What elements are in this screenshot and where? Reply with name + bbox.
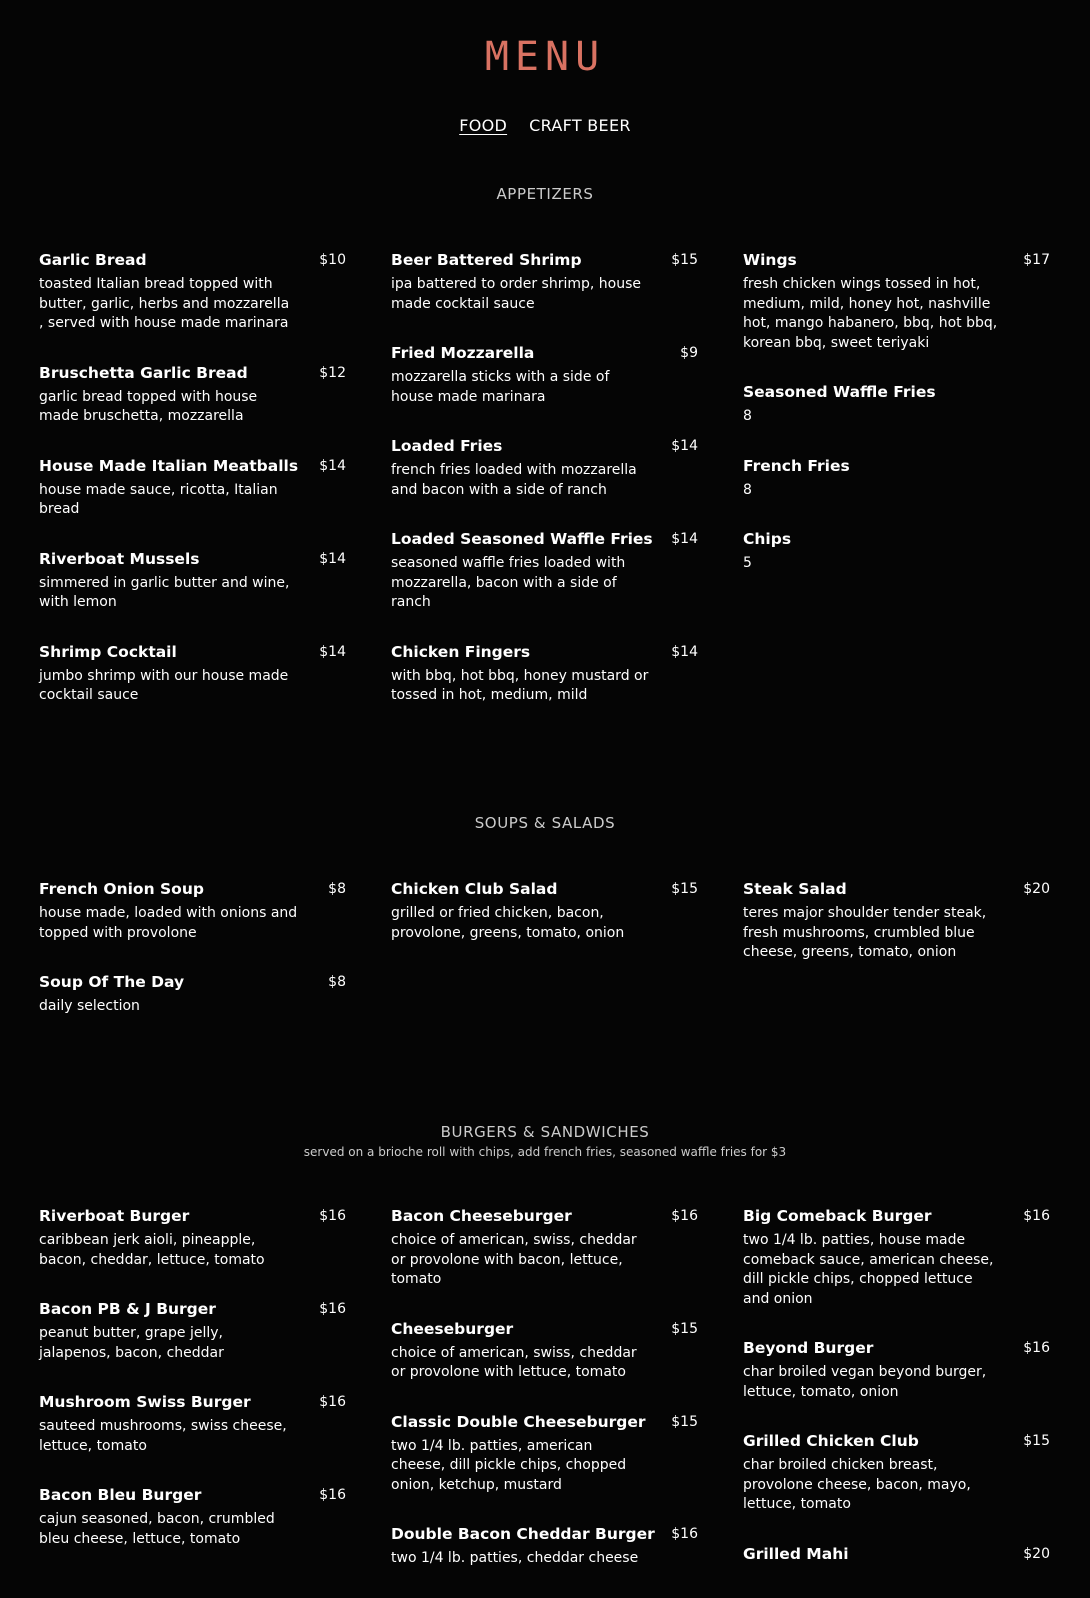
menu-item <box>391 642 698 706</box>
menu-item-description: ipa battered to order shrimp, house made cocktail sauce <box>391 276 642 312</box>
section-title-appetizers: APPETIZERS <box>496 185 594 203</box>
menu-item <box>743 879 1050 963</box>
menu-item-name: Bacon Bleu Burger <box>39 1486 202 1504</box>
menu-item <box>743 382 1050 427</box>
menu-item-price: $14 <box>319 457 346 474</box>
menu-item-price: $20 <box>1023 1545 1050 1562</box>
menu-item <box>39 879 346 943</box>
menu-item-description: garlic bread topped with house made bruschetta, mozzarella <box>39 388 258 424</box>
menu-item-price: $8 <box>328 974 346 990</box>
menu-item-name: Cheeseburger <box>391 1319 514 1338</box>
section-subtitle-burgers: served on a brioche roll with chips, add french fries, seasoned waffle fries for $3 <box>303 1145 787 1159</box>
menu-item-price: $8 <box>328 881 346 897</box>
menu-item-description: peanut butter, grape jelly, jalapenos, bacon, cheddar <box>39 1325 224 1361</box>
menu-item-price: $15 <box>671 1413 698 1430</box>
menu-item <box>743 250 1050 353</box>
menu-item <box>39 1299 346 1363</box>
menu-item-name: Double Bacon Cheddar Burger <box>391 1525 655 1543</box>
menu-item <box>39 363 346 427</box>
menu-item-name: Big Comeback Burger <box>743 1207 932 1225</box>
menu-item <box>391 1206 698 1290</box>
menu-item <box>39 1206 346 1270</box>
menu-item <box>391 1412 698 1496</box>
menu-item <box>391 529 698 613</box>
menu-item-name: Riverboat Burger <box>39 1207 190 1225</box>
menu-item <box>743 1206 1050 1309</box>
menu-item-name: Shrimp Cocktail <box>39 642 177 661</box>
menu-item-price: $16 <box>319 1394 346 1410</box>
menu-item-price: $16 <box>319 1208 346 1224</box>
menu-item <box>39 642 346 706</box>
menu-item <box>39 456 346 520</box>
menu-item-description: sauteed mushrooms, swiss cheese, lettuce, tomato <box>39 1418 287 1454</box>
menu-item-price: $14 <box>671 643 698 660</box>
menu-item-description: fresh chicken wings tossed in hot, medium, mild, honey hot, nashville hot, mango habanero, bbq, hot bbq, korean bbq, sweet teriyaki <box>743 276 998 351</box>
menu-item-description: french fries loaded with mozzarella and bacon with a side of ranch <box>391 462 637 498</box>
menu-item-name: Chicken Fingers <box>391 642 531 661</box>
menu-item-name: Soup Of The Day <box>39 973 185 991</box>
menu-item-price: $14 <box>671 438 698 454</box>
menu-item-price: $12 <box>319 364 346 381</box>
menu-item-name: Grilled Mahi <box>743 1544 849 1563</box>
menu-item <box>743 529 1050 574</box>
menu-item-description: char broiled chicken breast, provolone cheese, bacon, mayo, lettuce, tomato <box>743 1457 971 1512</box>
tab-craft-beer[interactable]: CRAFT BEER <box>529 116 631 135</box>
menu-item-name: Loaded Seasoned Waffle Fries <box>391 530 653 548</box>
menu-item-description: with bbq, hot bbq, honey mustard or tossed in hot, medium, mild <box>391 667 649 703</box>
menu-item-name: French Fries <box>743 456 850 475</box>
menu-item-description: mozzarella sticks with a side of house made marinara <box>391 369 610 405</box>
menu-item-description: house made sauce, ricotta, Italian bread <box>39 481 278 517</box>
menu-item-description: cajun seasoned, bacon, crumbled bleu cheese, lettuce, tomato <box>39 1511 275 1547</box>
menu-item <box>39 1392 346 1456</box>
menu-item-name: Classic Double Cheeseburger <box>391 1412 646 1431</box>
menu-item-description: 5 <box>743 555 752 571</box>
menu-item-description: seasoned waffle fries loaded with mozzarella, bacon with a side of ranch <box>391 555 626 610</box>
menu-item-name: Seasoned Waffle Fries <box>743 383 936 401</box>
burgers-column-3 <box>743 1206 1050 1593</box>
menu-item-price: $16 <box>1023 1340 1050 1356</box>
menu-item-price: $20 <box>1023 881 1050 897</box>
menu-item-name: Steak Salad <box>743 880 847 898</box>
menu-item-price: $14 <box>319 643 346 660</box>
menu-item-price: $16 <box>1023 1208 1050 1224</box>
menu-item-price: $17 <box>1023 252 1050 268</box>
menu-item-description: choice of american, swiss, cheddar or provolone with lettuce, tomato <box>391 1344 637 1380</box>
menu-item-name: Mushroom Swiss Burger <box>39 1393 251 1411</box>
menu-item-description: two 1/4 lb. patties, cheddar cheese <box>391 1550 639 1566</box>
menu-item-price: $15 <box>671 252 698 268</box>
soups-column-3 <box>743 879 1050 992</box>
menu-item-name: French Onion Soup <box>39 880 204 898</box>
menu-item-price: $16 <box>671 1208 698 1224</box>
tab-food[interactable]: FOOD <box>459 116 508 135</box>
menu-item <box>39 549 346 613</box>
menu-item <box>39 972 346 1017</box>
menu-item-name: House Made Italian Meatballs <box>39 456 299 475</box>
appetizers-column-2 <box>391 250 698 735</box>
menu-item-description: jumbo shrimp with our house made cocktail sauce <box>39 667 289 703</box>
menu-item-name: Beer Battered Shrimp <box>391 251 582 269</box>
menu-item <box>391 879 698 943</box>
menu-item-price: $14 <box>319 550 346 567</box>
menu-item-description: simmered in garlic butter and wine, with lemon <box>39 574 290 610</box>
menu-item-description: choice of american, swiss, cheddar or provolone with bacon, lettuce, tomato <box>391 1232 637 1287</box>
page-title: MENU <box>484 34 606 80</box>
menu-item-price: $9 <box>680 345 698 361</box>
soups-column-1 <box>39 879 346 1046</box>
section-title-burgers-sandwiches: BURGERS & SANDWICHES <box>440 1123 650 1141</box>
menu-item-name: Bacon Cheeseburger <box>391 1207 572 1225</box>
menu-item-description: house made, loaded with onions and topped with provolone <box>39 905 298 941</box>
menu-item-description: 8 <box>743 481 752 498</box>
menu-item-price: $15 <box>671 881 698 897</box>
appetizers-column-3 <box>743 250 1050 603</box>
menu-item-name: Riverboat Mussels <box>39 549 200 568</box>
menu-item-name: Bacon PB & J Burger <box>39 1300 216 1318</box>
menu-item-description: toasted Italian bread topped with butter, garlic, herbs and mozzarella , served with house made marinara <box>39 276 290 331</box>
menu-item-price: $15 <box>1023 1433 1050 1449</box>
menu-item-description: char broiled vegan beyond burger, lettuce, tomato, onion <box>743 1364 987 1400</box>
menu-item <box>39 250 346 334</box>
menu-item <box>39 1485 346 1549</box>
menu-item-description: grilled or fried chicken, bacon, provolone, greens, tomato, onion <box>391 905 625 941</box>
menu-item <box>391 436 698 500</box>
menu-item-price: $15 <box>671 1320 698 1337</box>
menu-item <box>743 1431 1050 1515</box>
menu-item <box>391 250 698 314</box>
section-title-soups-salads: SOUPS & SALADS <box>474 814 616 832</box>
menu-item-name: Beyond Burger <box>743 1339 874 1357</box>
menu-item-description: two 1/4 lb. patties, american cheese, dill pickle chips, chopped onion, ketchup, mustard <box>391 1437 627 1493</box>
menu-item-name: Garlic Bread <box>39 251 147 269</box>
menu-item-name: Chips <box>743 530 792 548</box>
menu-item <box>743 456 1050 501</box>
burgers-column-2 <box>391 1206 698 1598</box>
menu-item <box>743 1544 1050 1564</box>
menu-item-description: caribbean jerk aioli, pineapple, bacon, cheddar, lettuce, tomato <box>39 1232 265 1268</box>
menu-item-description: teres major shoulder tender steak, fresh mushrooms, crumbled blue cheese, greens, tomato, onion <box>743 905 987 960</box>
menu-item-name: Fried Mozzarella <box>391 344 535 362</box>
menu-item-description: two 1/4 lb. patties, house made comeback sauce, american cheese, dill pickle chips, chopped lettuce and onion <box>743 1232 994 1307</box>
menu-item-price: $16 <box>319 1301 346 1317</box>
menu-item <box>391 1524 698 1569</box>
menu-item-description: 8 <box>743 408 752 424</box>
appetizers-column-1 <box>39 250 346 735</box>
menu-item <box>391 1319 698 1383</box>
soups-column-2 <box>391 879 698 972</box>
menu-item-price: $16 <box>671 1526 698 1542</box>
menu-item-price: $16 <box>319 1487 346 1503</box>
menu-item-name: Chicken Club Salad <box>391 880 558 898</box>
menu-item-price: $10 <box>319 252 346 268</box>
menu-item <box>391 343 698 407</box>
menu-item-name: Bruschetta Garlic Bread <box>39 363 248 382</box>
menu-item-name: Wings <box>743 251 797 269</box>
burgers-column-1 <box>39 1206 346 1578</box>
menu-item-name: Loaded Fries <box>391 437 503 455</box>
menu-tabs <box>0 116 1090 135</box>
menu-item-name: Grilled Chicken Club <box>743 1432 919 1450</box>
menu-item-description: daily selection <box>39 998 140 1014</box>
menu-item-price: $14 <box>671 531 698 547</box>
menu-item <box>743 1338 1050 1402</box>
